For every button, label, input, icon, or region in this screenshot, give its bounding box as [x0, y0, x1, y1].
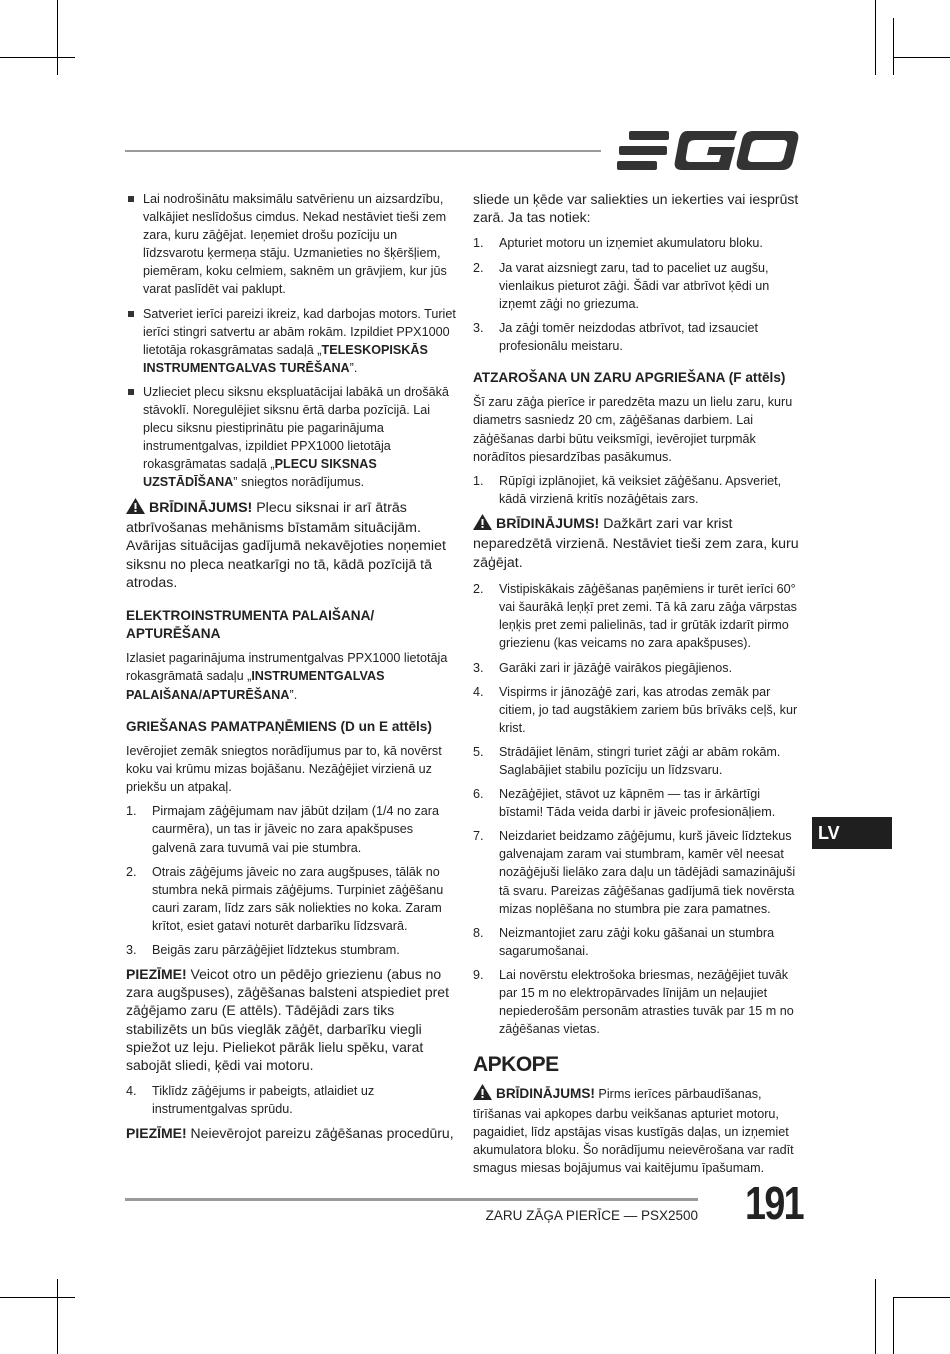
warning-block: [473, 1084, 803, 1177]
warning-text: Plecu siksnai ir arī ātrās atbrīvošanas mehānisms bīstamām situācijām. Avārijas situācijas gadījumā nekavējoties noņemiet siksnu no pleca neatkarīgi no tā, kādā pozīcijā tā atrodas.: [126, 499, 446, 592]
bullet-bold: TELESKOPISKĀS INSTRUMENTGALVAS TURĒŠANA: [143, 342, 428, 375]
numbered-item: [473, 319, 803, 355]
note-text: Veicot otro un pēdējo griezienu (abus no zara augšpuses), zāģēšanas balsteni atspiediet pret zāģējamo zaru (E attēls). Tādējādi zars tiks stabilizēts un būs vieglāk zāģēt, darbarīku viegli spiežot uz leju. Pieliekot pārāk lielu spēku, varat sabojāt sliedi, ķēdi vai motoru.: [126, 966, 449, 1074]
item-number: 3.: [473, 660, 484, 675]
paragraph-text: Izlasiet pagarinājuma instrumentgalvas PPX1000 lietotāja rokasgrāmatā sadaļu „: [126, 651, 448, 684]
crop-mark: [893, 57, 950, 58]
item-text: Otrais zāģējums jāveic no zara augšpuses, tālāk no stumbra nekā pirmais zāģējums. Turpiniet zāģēšanu cauri zaram, līdz zars sāk noliekties no koka. Zaram krītot, esiet gatavi noturēt darbarīku līdzsvarā.: [152, 864, 444, 933]
item-text: Strādājiet lēnām, stingri turiet zāģi ar abām rokām. Saglabājiet stabilu pozīciju un līdzsvaru.: [499, 744, 781, 777]
item-number: 9.: [473, 967, 484, 982]
crop-mark: [893, 1297, 950, 1298]
warning-block: [126, 498, 456, 593]
left-column: [126, 190, 456, 1151]
crop-mark: [0, 1297, 75, 1298]
item-text: Neizmantojiet zaru zāģi koku gāšanai un stumbra sagarumošanai.: [499, 925, 775, 958]
numbered-item: [126, 802, 456, 856]
numbered-item: [473, 580, 803, 652]
numbered-item: [473, 924, 803, 960]
ego-logo: [617, 131, 799, 176]
item-number: 2.: [473, 260, 484, 275]
item-text: Beigās zaru pārzāģējiet līdztekus stumbram.: [152, 942, 400, 957]
numbered-item: [473, 234, 803, 252]
warning-icon: [126, 498, 145, 519]
warning-icon: [473, 514, 492, 535]
warning-label: BRĪDINĀJUMS!: [496, 1086, 595, 1102]
item-number: 2.: [126, 864, 137, 879]
numbered-item: [473, 743, 803, 779]
item-number: 5.: [473, 744, 484, 759]
item-number: 8.: [473, 925, 484, 940]
crop-mark: [875, 0, 876, 75]
item-text: Vispirms ir jānozāģē zari, kas atrodas zemāk par citiem, jo tad augstākiem zariem būs brīvāks ceļš, kur krist.: [499, 684, 798, 735]
item-text: Pirmajam zāģējumam nav jābūt dziļam (1/4 no zara caurmēra), un tas ir jāveic no zara apakšpuses galvenā zara tuvumā vai pie stumbra.: [152, 804, 439, 855]
list-item: [126, 305, 456, 377]
warning-text: Pirms ierīces pārbaudīšanas, tīrīšanas vai apkopes darbu veikšanas apturiet motoru, pagaidiet, līdz apstājas visas kustīgās daļas, un izņemiet akumulatora bloku. Šo norādījumu neievērošana var radīt smagus miesas bojājumus vai kaitējumu īpašumam.: [473, 1087, 794, 1176]
page-number: 191: [745, 1177, 804, 1229]
item-text: Vistipiskākais zāģēšanas paņēmiens ir turēt ierīci 60° vai šaurākā leņķī pret zemi. Tā kā zaru zāģa vārpstas leņķis pret zemi palielinās, tad ir grūtāk izdarīt pirmo griezienu (kas veicams no zara apakšpuses).: [499, 582, 797, 651]
item-text: Nezāģējiet, stāvot uz kāpnēm — tas ir ārkārtīgi bīstami! Tāda veida darbi ir jāveic profesionāļiem.: [499, 787, 776, 820]
paragraph: sliede un ķēde var saliekties un iekerties vai iesprūst zarā. Ja tas notiek:: [473, 191, 799, 226]
item-number: 7.: [473, 829, 484, 844]
note-text: Neievērojot pareizu zāģēšanas procedūru,: [186, 1125, 454, 1142]
item-text: Lai novērstu elektrošoka briesmas, nezāģējiet tuvāk par 15 m no elektropārvades līnijām un neļaujiet nepiederošām personām atrasties tuvāk par 15 m no zāģēšanas vietas.: [499, 967, 794, 1037]
bullet-bold: PLECU SIKSNAS UZSTĀDĪŠANA: [143, 457, 377, 490]
item-number: 3.: [473, 320, 484, 335]
note-label: PIEZĪME!: [126, 1125, 187, 1142]
item-text: Ja varat aizsniegt zaru, tad to paceliet uz augšu, vienlaikus pieturot zāģi. Šādi var atbrīvot ķēdi un izņemt zāģi no griezuma.: [499, 260, 770, 311]
paragraph-text: ”.: [289, 687, 298, 702]
item-number: 1.: [126, 804, 137, 819]
item-text: Tiklīdz zāģējums ir pabeigts, atlaidiet uz instrumentgalvas sprūdu.: [152, 1084, 375, 1117]
note-label: PIEZĪME!: [126, 966, 187, 983]
numbered-item: [473, 259, 803, 313]
bullet-text: Satveriet ierīci pareizi ikreiz, kad darbojas motors. Turiet ierīci stingri satvertu ar abām rokām. Izpildiet PPX1000 lietotāja rokasgrāmatas sadaļā „: [143, 306, 456, 357]
item-number: 2.: [473, 582, 484, 597]
section-heading: GRIEŠANAS PAMATPAŅĒMIENS (D un E attēls): [126, 718, 432, 734]
numbered-item: [473, 785, 803, 821]
paragraph-bold: INSTRUMENTGALVAS PALAIŠANA/APTURĒŠANA: [126, 669, 385, 702]
section-title: APKOPE: [473, 1053, 559, 1077]
warning-label: BRĪDINĀJUMS!: [496, 515, 600, 532]
bullet-text: ” sniegtos norādījumus.: [233, 475, 365, 490]
section-heading: ATZAROŠANA UN ZARU APGRIEŠANA (F attēls): [473, 369, 786, 385]
item-text: Ja zāģi tomēr neizdodas atbrīvot, tad izsauciet profesionālu meistaru.: [499, 320, 759, 353]
item-text: Rūpīgi izplānojiet, kā veiksiet zāģēšanu. Apsveriet, kādā virzienā kritīs nozāģētais zars.: [499, 473, 782, 506]
header-rule: [125, 150, 601, 152]
paragraph: [126, 649, 456, 703]
item-number: 6.: [473, 787, 484, 802]
item-number: 4.: [473, 684, 484, 699]
footer-title: ZARU ZĀĢA PIERĪCE — PSX2500: [485, 1208, 698, 1223]
numbered-item: [126, 1082, 456, 1118]
bullet-text: Lai nodrošinātu maksimālu satvērienu un aizsardzību, valkājiet neslīdošus cimdus. Nekad nestāviet tieši zem zara, kuru zāģējat. Ieņemiet drošu pozīciju un līdzsvarotu ķermeņa stāju. Uzmanieties no šķēršļiem, piemēram, koku celmiem, saknēm un grāvjiem, kur jūs varat paslīdēt vai paklupt.: [143, 192, 447, 297]
list-item: [126, 190, 456, 299]
crop-mark: [875, 1279, 876, 1354]
bullet-marker: [128, 196, 134, 202]
language-tab: LV: [812, 817, 892, 849]
bullet-marker: [128, 311, 134, 317]
note-block: [126, 1124, 456, 1142]
numbered-item: [473, 827, 803, 917]
numbered-item: [473, 966, 803, 1038]
crop-mark: [893, 1297, 894, 1354]
numbered-item: [473, 659, 803, 677]
warning-block: [473, 514, 803, 572]
item-number: 3.: [126, 942, 137, 957]
item-text: Apturiet motoru un izņemiet akumulatoru bloku.: [499, 236, 763, 251]
numbered-item: [126, 863, 456, 935]
list-item: [126, 383, 456, 492]
bullet-text: Uzlieciet plecu siksnu ekspluatācijai labākā un drošākā stāvoklī. Noregulējiet siksnu ērtā darba pozīcijā. Lai plecu siksnu piestiprinātu pie pagarinājuma instrumentgalvas, izpildiet PPX1000 lietotāja rokasgrāmatas sadaļā „: [143, 384, 449, 472]
warning-icon: [473, 1084, 492, 1105]
right-column: [473, 190, 803, 1185]
item-text: Garāki zari ir jāzāģē vairākos piegājienos.: [499, 660, 733, 675]
numbered-item: [126, 941, 456, 959]
paragraph: Ievērojiet zemāk sniegtos norādījumus par to, kā novērst koku vai krūmu mizas bojāšanu. Nezāģējiet virzienā uz priekšu un atpakaļ.: [126, 744, 442, 795]
crop-mark: [57, 1279, 58, 1354]
item-text: Neizdariet beidzamo zāģējumu, kurš jāveic līdztekus galvenajam zaram vai stumbram, kamēr vēl neesat nozāģējuši lielāko zara daļu un tādējādi samazinājuši tā svaru. Pareizas zāģēšanas gadījumā tiek novērsta mizas noplēšana no stumbra pie zara pamatnes.: [499, 829, 796, 916]
numbered-item: [473, 472, 803, 508]
numbered-item: [473, 683, 803, 737]
warning-text: Dažkārt zari var krist neparedzētā virzienā. Nestāviet tieši zem zara, kuru zāģējat.: [473, 515, 799, 571]
crop-mark: [893, 18, 894, 75]
warning-label: BRĪDINĀJUMS!: [149, 499, 253, 516]
crop-mark: [0, 57, 75, 58]
paragraph: Šī zaru zāģa pierīce ir paredzēta mazu un lielu zaru, kuru diametrs sasniedz 20 cm, zāģēšanas darbiem. Lai zāģēšanas darbi būtu veiksmīgi, ievērojiet turpmāk norādītos piesardzības pasākumus.: [473, 395, 793, 464]
item-number: 1.: [473, 473, 484, 488]
item-number: 4.: [126, 1084, 137, 1099]
item-number: 1.: [473, 236, 484, 251]
bullet-text: ”.: [349, 360, 358, 375]
crop-mark: [57, 0, 58, 75]
footer-rule: [125, 1198, 698, 1201]
note-block: [126, 965, 456, 1074]
bullet-marker: [128, 389, 134, 395]
section-heading: ELEKTROINSTRUMENTA PALAIŠANA/ APTURĒŠANA: [126, 607, 375, 641]
